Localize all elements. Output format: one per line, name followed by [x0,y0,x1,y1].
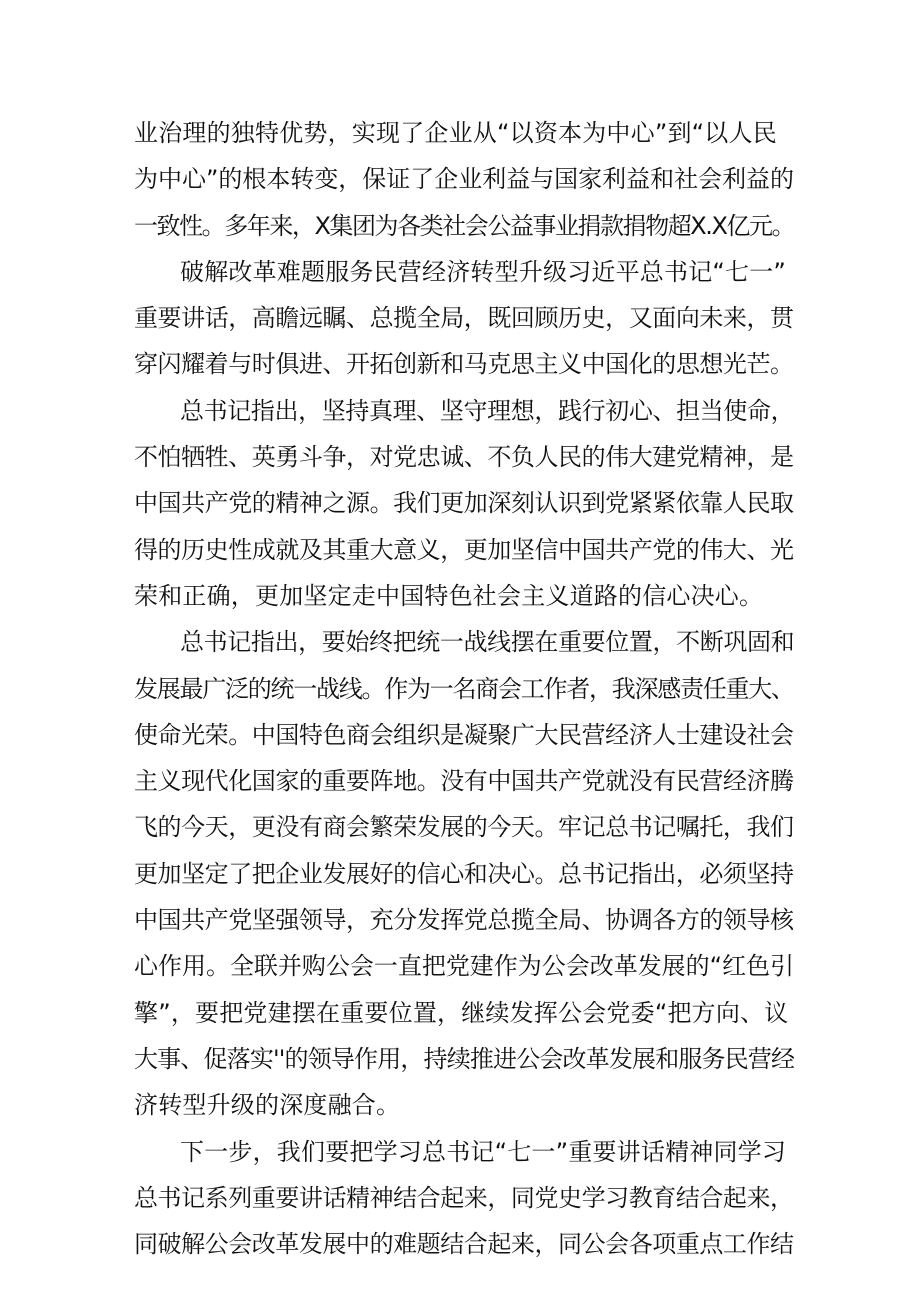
text-line: 总书记系列重要讲话精神结合起来，同党史学习教育结合起来， [134,1183,794,1212]
text-line: 发展最广泛的统一战线。作为一名商会工作者，我深感责任重大、 [134,674,794,703]
text-line: 为中心”的根本转变，保证了企业利益与国家利益和社会利益的 [134,165,795,194]
text-line: 飞的今天，更没有商会繁荣发展的今天。牢记总书记嘱托，我们 [134,813,794,842]
text-line: 荣和正确，更加坚定走中国特色社会主义道路的信心决心。 [134,581,764,610]
text-line: 同破解公会改革发展中的难题结合起来，同公会各项重点工作结 [134,1230,794,1259]
paragraph-first-line: 总书记指出，坚持真理、坚守理想，践行初心、担当使命， [180,396,795,425]
text-line: 擎”，要把党建摆在重要位置，继续发挥公会党委“把方向、议 [134,998,789,1027]
text-line: 一致性。多年来，X集团为各类社会公益事业捐款捐物超X.X亿元。 [134,211,795,240]
text-line: 主义现代化国家的重要阵地。没有中国共产党就没有民营经济腾 [134,767,794,796]
text-line: 穿闪耀着与时俱进、开拓创新和马克思主义中国化的思想光芒。 [134,350,794,379]
text-line: 济转型升级的深度融合。 [134,1091,401,1120]
paragraph-first-line: 总书记指出，要始终把统一战线摆在重要位置，不断巩固和 [180,628,795,657]
text-line: 大事、促落实''的领导作用，持续推进公会改革发展和服务民营经 [134,1044,795,1073]
text-line: 重要讲话，高瞻远瞩、总揽全局，既回顾历史，又面向未来，贯 [134,304,794,333]
paragraph-first-line: 下一步，我们要把学习总书记“七一”重要讲话精神同学习 [180,1137,787,1166]
text-line: 业治理的独特优势，实现了企业从“以资本为中心”到“以人民 [134,119,777,147]
text-line: 中国共产党的精神之源。我们更加深刻认识到党紧紧依靠人民取 [134,489,794,518]
text-line: 心作用。全联并购公会一直把党建作为公会改革发展的“红色引 [134,952,795,981]
text-line: 中国共产党坚强领导，充分发挥党总揽全局、协调各方的领导核 [134,906,794,935]
text-line: 不怕牺牲、英勇斗争，对党忠诚、不负人民的伟大建党精神，是 [134,443,794,472]
text-line: 使命光荣。中国特色商会组织是凝聚广大民营经济人士建设社会 [134,720,794,749]
text-line: 得的历史性成就及其重大意义，更加坚信中国共产党的伟大、光 [134,535,794,564]
text-line: 更加坚定了把企业发展好的信心和决心。总书记指出，必须坚持 [134,859,794,888]
paragraph-first-line: 破解改革难题服务民营经济转型升级习近平总书记“七一” [180,257,787,286]
document-body [134,110,794,1267]
